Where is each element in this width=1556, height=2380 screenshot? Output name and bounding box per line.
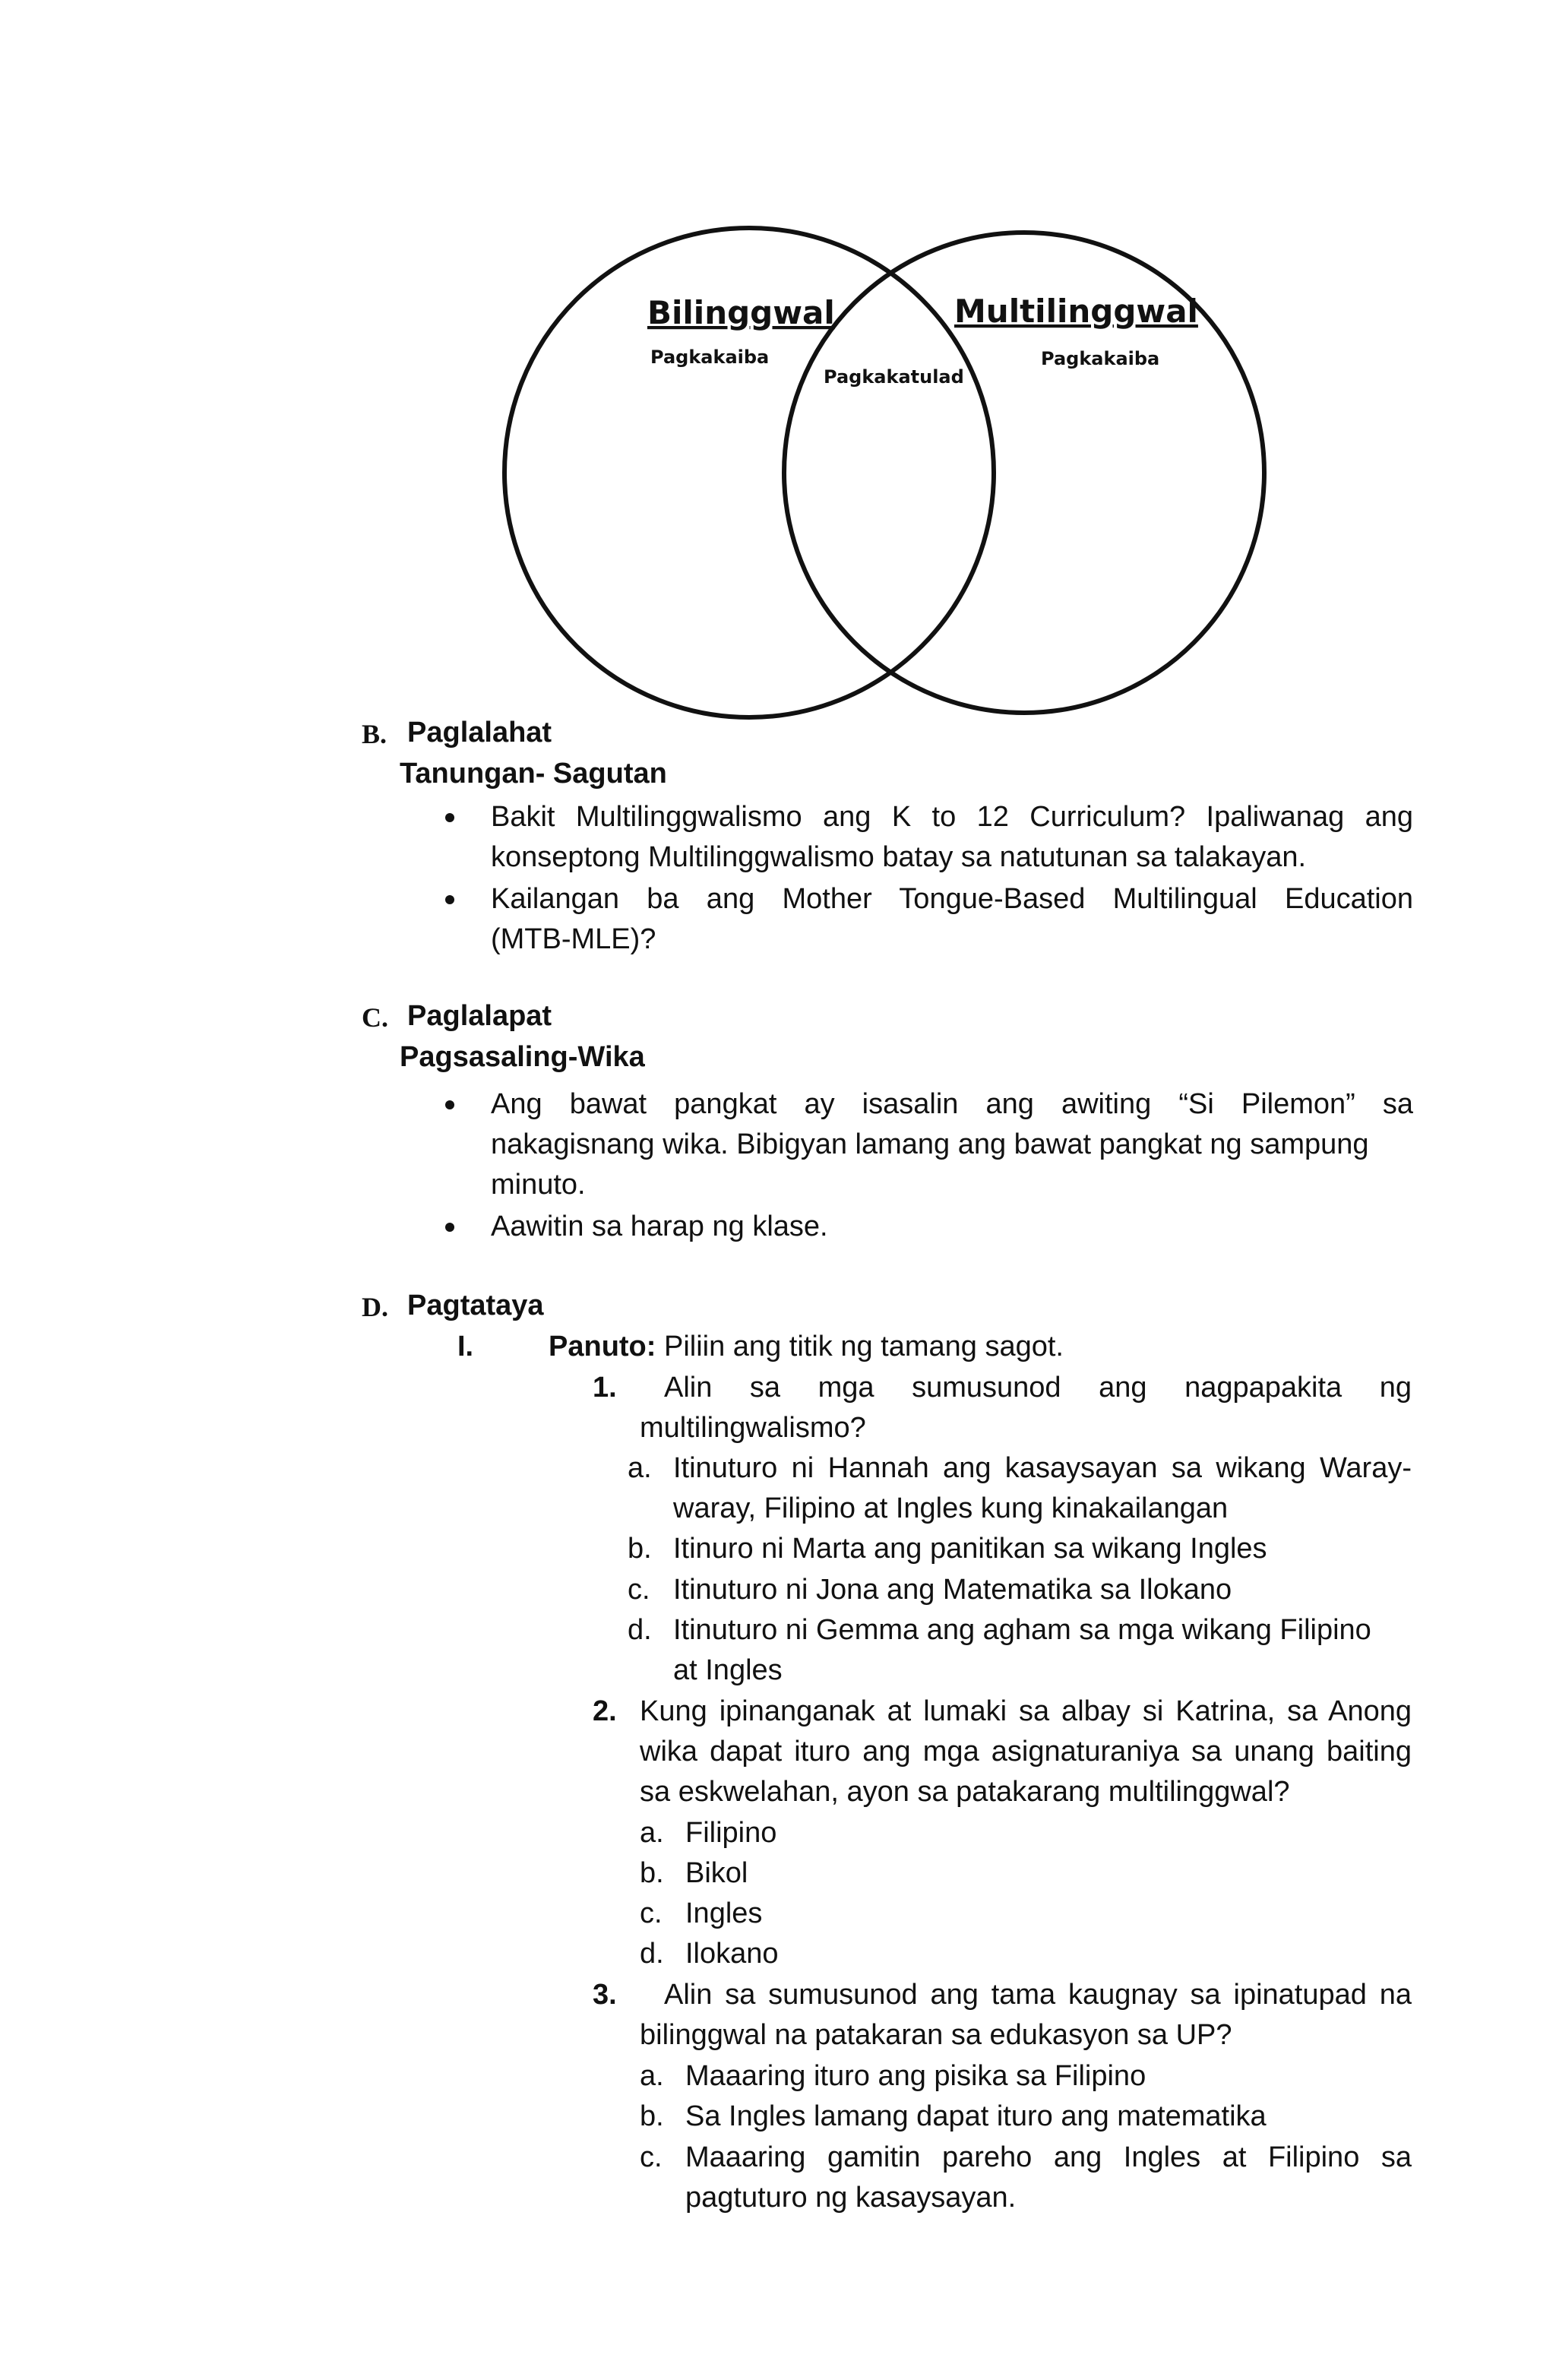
- question-3-line-2: bilinggwal na patakaran sa edukasyon sa UP?: [640, 2019, 1232, 2051]
- question-2-line-2: wika dapat ituro ang mga asignaturaniya sa unang baiting: [640, 1736, 1412, 1768]
- q3-choice-a-text: Maaaring ituro ang pisika sa Filipino: [685, 2060, 1146, 2092]
- section-d-letter: D.: [362, 1292, 388, 1322]
- section-b-letter: B.: [362, 719, 387, 749]
- q1-choice-b-letter: b.: [628, 1533, 652, 1565]
- section-b-bullet-2-line-1: Kailangan ba ang Mother Tongue-Based Multilingual Education: [491, 883, 1413, 915]
- q2-choice-c-text: Ingles: [685, 1897, 763, 1929]
- q2-choice-b-text: Bikol: [685, 1857, 748, 1889]
- section-c-bullet-1-line-1: Ang bawat pangkat ay isasalin ang awiting “Si Pilemon” sa: [491, 1088, 1413, 1120]
- q1-choice-d-line-1: Itinuturo ni Gemma ang agham sa mga wikang Filipino: [673, 1614, 1371, 1646]
- section-b-bullet-2-line-2: (MTB-MLE)?: [491, 923, 656, 955]
- q2-choice-b-letter: b.: [640, 1857, 664, 1889]
- section-c-letter: C.: [362, 1002, 388, 1033]
- q3-choice-c-line-1: Maaaring gamitin pareho ang Ingles at Filipino sa: [685, 2141, 1412, 2173]
- bullet-icon: [445, 1100, 454, 1109]
- q3-choice-c-letter: c.: [640, 2141, 663, 2173]
- question-3-number: 3.: [593, 1979, 617, 2011]
- q1-choice-a-letter: a.: [628, 1452, 652, 1484]
- panuto-label: Panuto:: [549, 1331, 656, 1362]
- section-d-title: Pagtataya: [407, 1290, 544, 1321]
- panuto-text: Piliin ang titik ng tamang sagot.: [656, 1331, 1064, 1362]
- question-3-line-1: Alin sa sumusunod ang tama kaugnay sa ipinatupad na: [664, 1979, 1412, 2011]
- q1-choice-d-line-2: at Ingles: [673, 1654, 783, 1686]
- section-b-subtitle: Tanungan- Sagutan: [400, 758, 667, 790]
- q1-choice-d-letter: d.: [628, 1614, 652, 1646]
- bullet-icon: [445, 813, 454, 822]
- q1-choice-b-text: Itinuro ni Marta ang panitikan sa wikang Ingles: [673, 1533, 1267, 1565]
- section-c-bullet-1-line-3: minuto.: [491, 1169, 586, 1201]
- section-b-title: Paglalahat: [407, 717, 552, 748]
- question-1-number: 1.: [593, 1372, 617, 1404]
- q3-choice-b-letter: b.: [640, 2100, 664, 2132]
- q3-choice-c-line-2: pagtuturo ng kasaysayan.: [685, 2182, 1017, 2214]
- q2-choice-d-letter: d.: [640, 1938, 664, 1970]
- question-1-line-1: Alin sa mga sumusunod ang nagpapakita ng: [664, 1372, 1412, 1404]
- q3-choice-a-letter: a.: [640, 2060, 664, 2092]
- venn-left-label: Pagkakaiba: [650, 347, 770, 368]
- q1-choice-a-line-2: waray, Filipino at Ingles kung kinakailangan: [673, 1492, 1229, 1524]
- venn-right-title: Multilinggwal: [954, 293, 1198, 330]
- q1-choice-a-line-1: Itinuturo ni Hannah ang kasaysayan sa wikang Waray-: [673, 1452, 1412, 1484]
- question-1-line-2: multilingwalismo?: [640, 1412, 866, 1444]
- question-2-line-3: sa eskwelahan, ayon sa patakarang multilinggwal?: [640, 1776, 1290, 1808]
- q1-choice-c-letter: c.: [628, 1574, 650, 1606]
- section-b-bullet-1-line-2: konseptong Multilinggwalismo batay sa natutunan sa talakayan.: [491, 841, 1307, 873]
- q3-choice-b-text: Sa Ingles lamang dapat ituro ang matematika: [685, 2100, 1267, 2132]
- venn-left-title: Bilinggwal: [647, 294, 835, 331]
- q2-choice-a-letter: a.: [640, 1817, 664, 1849]
- section-b-bullet-1-line-1: Bakit Multilinggwalismo ang K to 12 Curriculum? Ipaliwanag ang: [491, 801, 1413, 833]
- venn-diagram: [0, 0, 1556, 730]
- section-c-bullet-2-line-1: Aawitin sa harap ng klase.: [491, 1211, 828, 1242]
- section-d-roman: I.: [457, 1331, 474, 1362]
- q2-choice-d-text: Ilokano: [685, 1938, 779, 1970]
- venn-middle-label: Pagkakatulad: [824, 366, 964, 388]
- question-2-number: 2.: [593, 1695, 617, 1727]
- question-2-line-1: Kung ipinanganak at lumaki sa albay si Katrina, sa Anong: [640, 1695, 1412, 1727]
- q2-choice-c-letter: c.: [640, 1897, 663, 1929]
- q2-choice-a-text: Filipino: [685, 1817, 777, 1849]
- bullet-icon: [445, 895, 454, 904]
- panuto: [549, 1331, 1064, 1363]
- venn-right-label: Pagkakaiba: [1041, 348, 1160, 369]
- q1-choice-c-text: Itinuturo ni Jona ang Matematika sa Ilokano: [673, 1574, 1232, 1606]
- section-c-bullet-1-line-2: nakagisnang wika. Bibigyan lamang ang bawat pangkat ng sampung: [491, 1128, 1369, 1160]
- section-c-subtitle: Pagsasaling-Wika: [400, 1041, 645, 1073]
- bullet-icon: [445, 1223, 454, 1232]
- section-c-title: Paglalapat: [407, 1000, 552, 1032]
